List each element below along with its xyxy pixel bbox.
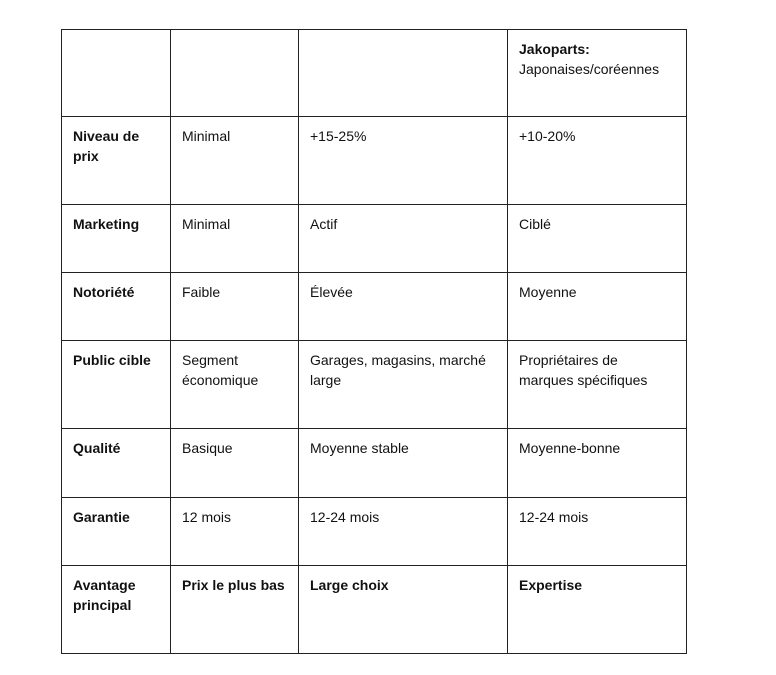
- table-row: [62, 117, 687, 205]
- row-label: Marketing: [62, 205, 171, 273]
- table-cell: Propriétaires de marques spécifiques: [508, 341, 687, 429]
- header-cell-empty-2: [171, 30, 299, 117]
- jakoparts-subtitle: Japonaises/coréennes: [519, 61, 660, 77]
- table-cell: Expertise: [508, 566, 687, 654]
- comparison-table: [61, 29, 687, 654]
- table-cell: Garages, magasins, marché large: [299, 341, 508, 429]
- row-label: Qualité: [62, 429, 171, 498]
- table-cell: Large choix: [299, 566, 508, 654]
- header-cell-empty-3: [299, 30, 508, 117]
- table-cell: Basique: [171, 429, 299, 498]
- table-row: [62, 205, 687, 273]
- table-cell: Faible: [171, 273, 299, 341]
- table-cell: Ciblé: [508, 205, 687, 273]
- table-cell: Élevée: [299, 273, 508, 341]
- header-cell-empty-1: [62, 30, 171, 117]
- row-label: Avantage principal: [62, 566, 171, 654]
- table-cell: +10-20%: [508, 117, 687, 205]
- table-row: [62, 341, 687, 429]
- table-header-row: [62, 30, 687, 117]
- table-cell: Moyenne-bonne: [508, 429, 687, 498]
- table-cell: Minimal: [171, 117, 299, 205]
- table-row: [62, 273, 687, 341]
- row-label: Notoriété: [62, 273, 171, 341]
- table-row: [62, 498, 687, 566]
- table-row: [62, 429, 687, 498]
- table-cell: 12 mois: [171, 498, 299, 566]
- table-cell: 12-24 mois: [299, 498, 508, 566]
- table-cell: Segment économique: [171, 341, 299, 429]
- table-cell: Prix le plus bas: [171, 566, 299, 654]
- table-cell: +15-25%: [299, 117, 508, 205]
- row-label: Niveau de prix: [62, 117, 171, 205]
- table-cell: Moyenne stable: [299, 429, 508, 498]
- table-cell: 12-24 mois: [508, 498, 687, 566]
- row-label: Garantie: [62, 498, 171, 566]
- table-cell: Actif: [299, 205, 508, 273]
- table-cell: Minimal: [171, 205, 299, 273]
- table-cell: Moyenne: [508, 273, 687, 341]
- jakoparts-title: Jakoparts:: [519, 41, 590, 57]
- header-cell-jakoparts: [508, 30, 687, 117]
- table-row: [62, 566, 687, 654]
- row-label: Public cible: [62, 341, 171, 429]
